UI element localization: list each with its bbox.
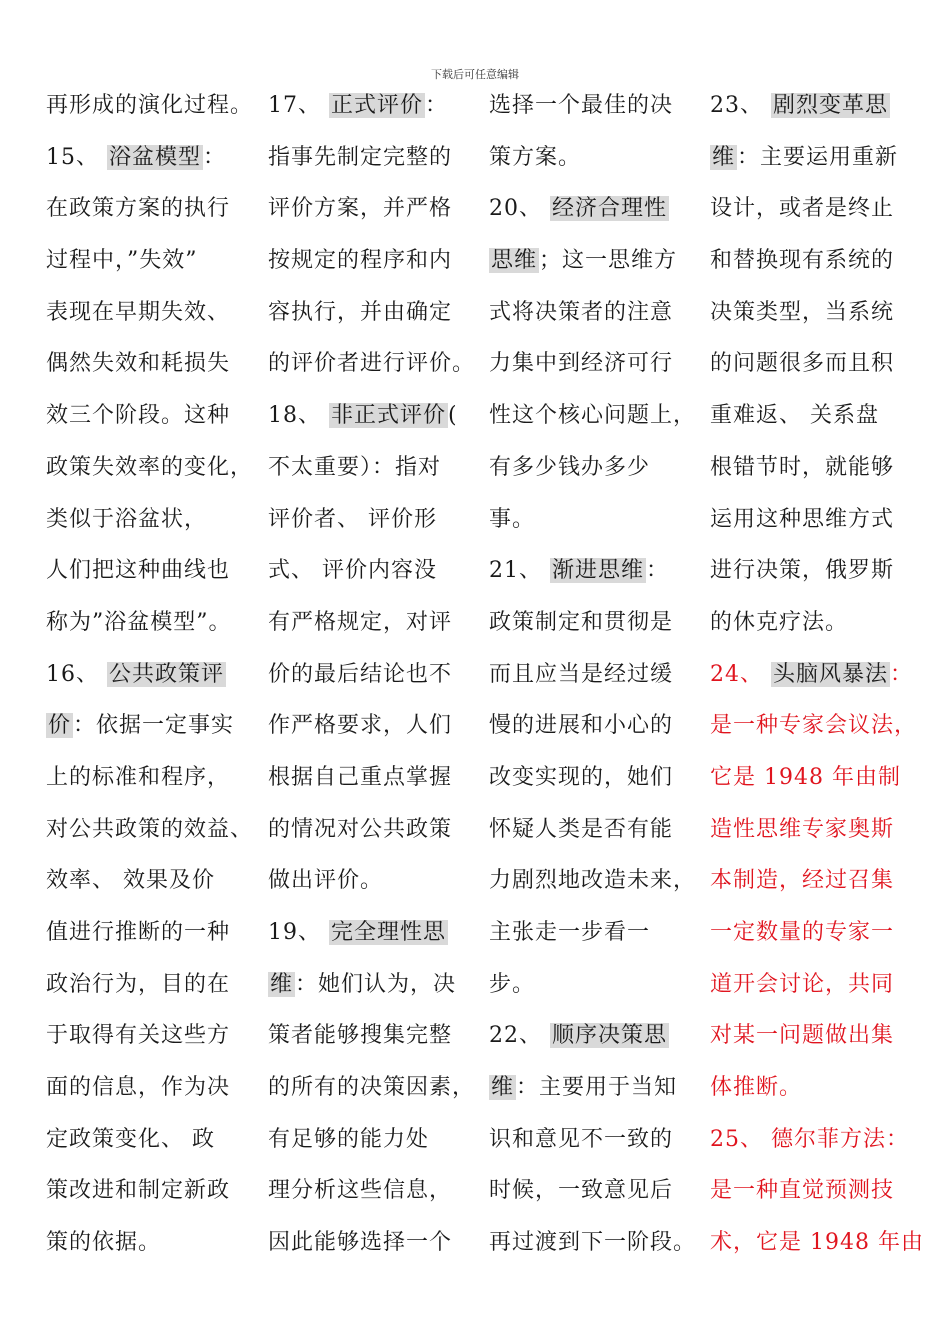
text-segment: 有多少钱办多少: [489, 454, 651, 480]
page-header: 下载后可任意编辑: [431, 68, 519, 81]
highlighted-term: 经济合理性: [552, 196, 668, 222]
text-line: [489, 1114, 711, 1166]
text-line: [710, 1165, 932, 1217]
text-line: [268, 959, 490, 1011]
text-segment: 在政策方案的执行: [46, 196, 231, 222]
text-line: [46, 959, 268, 1011]
text-segment: 人们把这种曲线也: [46, 558, 231, 584]
text-line: [268, 804, 490, 856]
text-segment: 政策失效率的变化，: [46, 454, 254, 480]
text-segment: 17、: [268, 93, 329, 118]
text-column-4: [710, 80, 932, 1269]
text-segment: 表现在早期失效、: [46, 299, 231, 325]
text-segment: 效率、 效果及价: [46, 868, 215, 894]
text-segment: 的休克疗法。: [710, 609, 849, 635]
highlighted-term: 剧烈变革思: [773, 93, 889, 118]
text-line: [489, 132, 711, 184]
highlighted-term: 维: [270, 971, 294, 997]
text-line: [46, 287, 268, 339]
text-segment: 重难返、 关系盘: [710, 403, 879, 429]
text-segment: 决策类型，当系统: [710, 299, 895, 325]
text-line: [268, 442, 490, 494]
highlighted-term: 非正式评价: [331, 403, 447, 429]
text-line: [710, 494, 932, 546]
text-segment: 和替换现有系统的: [710, 248, 895, 274]
text-segment: 策的依据。: [46, 1230, 162, 1256]
text-line: [268, 1165, 490, 1217]
text-segment: 上的标准和程序，: [46, 764, 231, 790]
text-segment: 政策制定和贯彻是: [489, 609, 674, 635]
text-line: [710, 1062, 932, 1114]
text-line: [489, 907, 711, 959]
highlighted-term: 顺序决策思: [552, 1023, 668, 1049]
text-line: [268, 183, 490, 235]
text-segment: 效三个阶段。这种: [46, 403, 231, 429]
text-segment: 称为”浴盆模型”。: [46, 609, 232, 635]
highlighted-term: 维: [712, 144, 736, 170]
text-line: [268, 1010, 490, 1062]
text-segment: 进行决策，俄罗斯: [710, 558, 895, 584]
text-segment: 值进行推断的一种: [46, 920, 231, 945]
text-segment: 怀疑人类是否有能: [489, 816, 674, 842]
text-segment: 再形成的演化过程。: [46, 93, 254, 118]
text-segment: 偶然失效和耗损失: [46, 351, 231, 377]
text-line: [268, 132, 490, 184]
highlighted-term: 浴盆模型: [109, 144, 202, 170]
text-line: [710, 959, 932, 1011]
text-segment: 力集中到经济可行: [489, 351, 674, 377]
text-segment: 23、: [710, 93, 771, 118]
text-segment: 类似于浴盆状，: [46, 506, 208, 532]
text-segment: 式将决策者的注意: [489, 299, 674, 325]
text-segment: 容执行，并由确定: [268, 299, 453, 325]
text-line: [268, 390, 490, 442]
text-line: [46, 183, 268, 235]
text-line: [268, 700, 490, 752]
text-segment: 再过渡到下一阶段。: [489, 1230, 697, 1256]
text-line: [46, 1010, 268, 1062]
text-segment: 式、 评价内容没: [268, 558, 437, 584]
text-segment: 不太重要）：指对: [268, 454, 442, 480]
text-line: [489, 1165, 711, 1217]
text-line: [268, 287, 490, 339]
text-line: [489, 235, 711, 287]
text-segment: 19、: [268, 920, 329, 945]
text-line: [710, 1217, 932, 1269]
text-segment: 评价者、 评价形: [268, 506, 437, 532]
text-segment: 而且应当是经过缓: [489, 661, 674, 687]
highlighted-term: 思维: [491, 248, 538, 274]
text-segment: 价的最后结论也不: [268, 661, 453, 687]
text-line: [268, 907, 490, 959]
text-segment: 道开会讨论，共同: [710, 971, 895, 997]
text-segment: 面的信息，作为决: [46, 1075, 231, 1101]
text-line: [46, 752, 268, 804]
text-line: [710, 1114, 932, 1166]
text-line: [46, 700, 268, 752]
text-segment: 对公共政策的效益、: [46, 816, 254, 842]
text-segment: ：主要用于当知: [516, 1075, 678, 1101]
highlighted-term: 公共政策评: [109, 661, 225, 687]
text-line: [268, 494, 490, 546]
text-segment: 策方案。: [489, 144, 582, 170]
text-segment: 的所有的决策因素，: [268, 1075, 476, 1101]
text-line: [268, 1114, 490, 1166]
text-line: [46, 907, 268, 959]
text-segment: 根错节时，就能够: [710, 454, 895, 480]
text-segment: ：: [646, 558, 670, 584]
text-line: [46, 1062, 268, 1114]
text-segment: 设计，或者是终止: [710, 196, 895, 222]
text-segment: 24、: [710, 661, 771, 687]
text-line: [489, 752, 711, 804]
text-line: [268, 1217, 490, 1269]
text-segment: 的情况对公共政策: [268, 816, 453, 842]
text-line: [710, 597, 932, 649]
text-line: [710, 132, 932, 184]
text-segment: 指事先制定完整的: [268, 144, 453, 170]
text-line: [268, 338, 490, 390]
text-line: [46, 494, 268, 546]
text-segment: 16、: [46, 661, 107, 687]
text-segment: 评价方案，并严格: [268, 196, 453, 222]
highlighted-term: 头脑风暴法: [773, 661, 889, 687]
text-segment: 于取得有关这些方: [46, 1023, 231, 1049]
text-segment: 性这个核心问题上，: [489, 403, 697, 429]
text-segment: 20、: [489, 196, 550, 222]
text-segment: 它是 1948 年由制: [710, 764, 901, 790]
text-line: [710, 390, 932, 442]
highlighted-term: 完全理性思: [331, 920, 447, 945]
text-segment: 因此能够选择一个: [268, 1230, 453, 1256]
text-line: [489, 1010, 711, 1062]
text-line: [710, 804, 932, 856]
text-segment: 策者能够搜集完整: [268, 1023, 453, 1049]
text-line: [268, 752, 490, 804]
text-line: [710, 287, 932, 339]
text-line: [46, 442, 268, 494]
text-line: [710, 752, 932, 804]
text-segment: (: [448, 403, 458, 429]
text-line: [489, 855, 711, 907]
text-line: [710, 183, 932, 235]
text-line: [268, 80, 490, 132]
text-line: [489, 959, 711, 1011]
text-line: [710, 545, 932, 597]
highlighted-term: 正式评价: [331, 93, 424, 118]
text-segment: 做出评价。: [268, 868, 384, 894]
text-segment: ：主要运用重新: [737, 144, 899, 170]
text-line: [46, 235, 268, 287]
text-line: [710, 1010, 932, 1062]
text-line: [489, 804, 711, 856]
text-line: [268, 235, 490, 287]
text-line: [710, 907, 932, 959]
text-line: [268, 649, 490, 701]
highlighted-term: 价: [48, 713, 72, 739]
text-segment: 有足够的能力处: [268, 1126, 430, 1152]
text-line: [489, 649, 711, 701]
text-segment: 慢的进展和小心的: [489, 713, 674, 739]
text-segment: 步。: [489, 971, 536, 997]
text-segment: 策改进和制定新政: [46, 1178, 231, 1204]
text-segment: 造性思维专家奥斯: [710, 816, 895, 842]
text-segment: 有严格规定，对评: [268, 609, 453, 635]
text-segment: 过程中，”失效”: [46, 248, 198, 274]
text-segment: 对某一问题做出集: [710, 1023, 895, 1049]
text-segment: 术，它是 1948 年由: [710, 1230, 924, 1256]
text-segment: ；这一思维方: [539, 248, 678, 274]
text-line: [46, 545, 268, 597]
text-line: [489, 338, 711, 390]
text-segment: 18、: [268, 403, 329, 429]
text-line: [268, 597, 490, 649]
text-segment: 的问题很多而且积: [710, 351, 895, 377]
text-line: [46, 649, 268, 701]
text-segment: 改变实现的，她们: [489, 764, 674, 790]
text-segment: 一定数量的专家一: [710, 920, 895, 945]
text-line: [268, 855, 490, 907]
text-line: [489, 494, 711, 546]
text-segment: 15、: [46, 144, 107, 170]
text-segment: 主张走一步看一: [489, 920, 651, 945]
text-line: [489, 183, 711, 235]
text-line: [489, 1217, 711, 1269]
text-line: [46, 1114, 268, 1166]
text-line: [489, 442, 711, 494]
text-segment: 事。: [489, 506, 536, 532]
text-line: [710, 442, 932, 494]
text-segment: 时候，一致意见后: [489, 1178, 674, 1204]
text-segment: ：她们认为，决: [295, 971, 457, 997]
text-column-2: [268, 80, 490, 1269]
text-column-3: [489, 80, 711, 1269]
text-line: [46, 132, 268, 184]
text-line: [46, 1217, 268, 1269]
text-line: [46, 80, 268, 132]
text-segment: 运用这种思维方式: [710, 506, 895, 532]
text-segment: 识和意见不一致的: [489, 1126, 674, 1152]
text-segment: 按规定的程序和内: [268, 248, 453, 274]
text-line: [46, 1165, 268, 1217]
text-segment: 力剧烈地改造未来，: [489, 868, 697, 894]
text-line: [46, 338, 268, 390]
highlighted-term: 渐进思维: [552, 558, 645, 584]
text-segment: 22、: [489, 1023, 550, 1049]
text-segment: 本制造，经过召集: [710, 868, 895, 894]
text-segment: 25、 德尔菲方法：: [710, 1126, 909, 1152]
text-segment: 理分析这些信息，: [268, 1178, 453, 1204]
text-line: [489, 545, 711, 597]
text-line: [268, 545, 490, 597]
text-line: [710, 338, 932, 390]
text-segment: 政治行为，目的在: [46, 971, 231, 997]
text-segment: 21、: [489, 558, 550, 584]
text-line: [710, 855, 932, 907]
text-line: [46, 597, 268, 649]
text-segment: 是一种直觉预测技: [710, 1178, 895, 1204]
text-line: [46, 804, 268, 856]
text-line: [710, 235, 932, 287]
text-segment: 的评价者进行评价。: [268, 351, 476, 377]
text-line: [710, 649, 932, 701]
text-segment: 作严格要求，人们: [268, 713, 453, 739]
text-segment: 定政策变化、 政: [46, 1126, 215, 1152]
text-line: [46, 390, 268, 442]
text-column-1: [46, 80, 268, 1269]
text-segment: ：: [890, 661, 914, 687]
text-segment: 体推断。: [710, 1075, 803, 1101]
text-line: [489, 287, 711, 339]
text-line: [489, 390, 711, 442]
text-line: [489, 80, 711, 132]
text-line: [710, 700, 932, 752]
text-segment: ：: [425, 93, 449, 118]
text-line: [268, 1062, 490, 1114]
text-line: [489, 1062, 711, 1114]
text-line: [710, 80, 932, 132]
text-segment: ：依据一定事实: [73, 713, 235, 739]
text-segment: 选择一个最佳的决: [489, 93, 674, 118]
text-segment: 是一种专家会议法，: [710, 713, 918, 739]
text-segment: 根据自己重点掌握: [268, 764, 453, 790]
text-segment: ：: [203, 144, 227, 170]
highlighted-term: 维: [491, 1075, 515, 1101]
text-line: [489, 597, 711, 649]
text-line: [489, 700, 711, 752]
text-line: [46, 855, 268, 907]
